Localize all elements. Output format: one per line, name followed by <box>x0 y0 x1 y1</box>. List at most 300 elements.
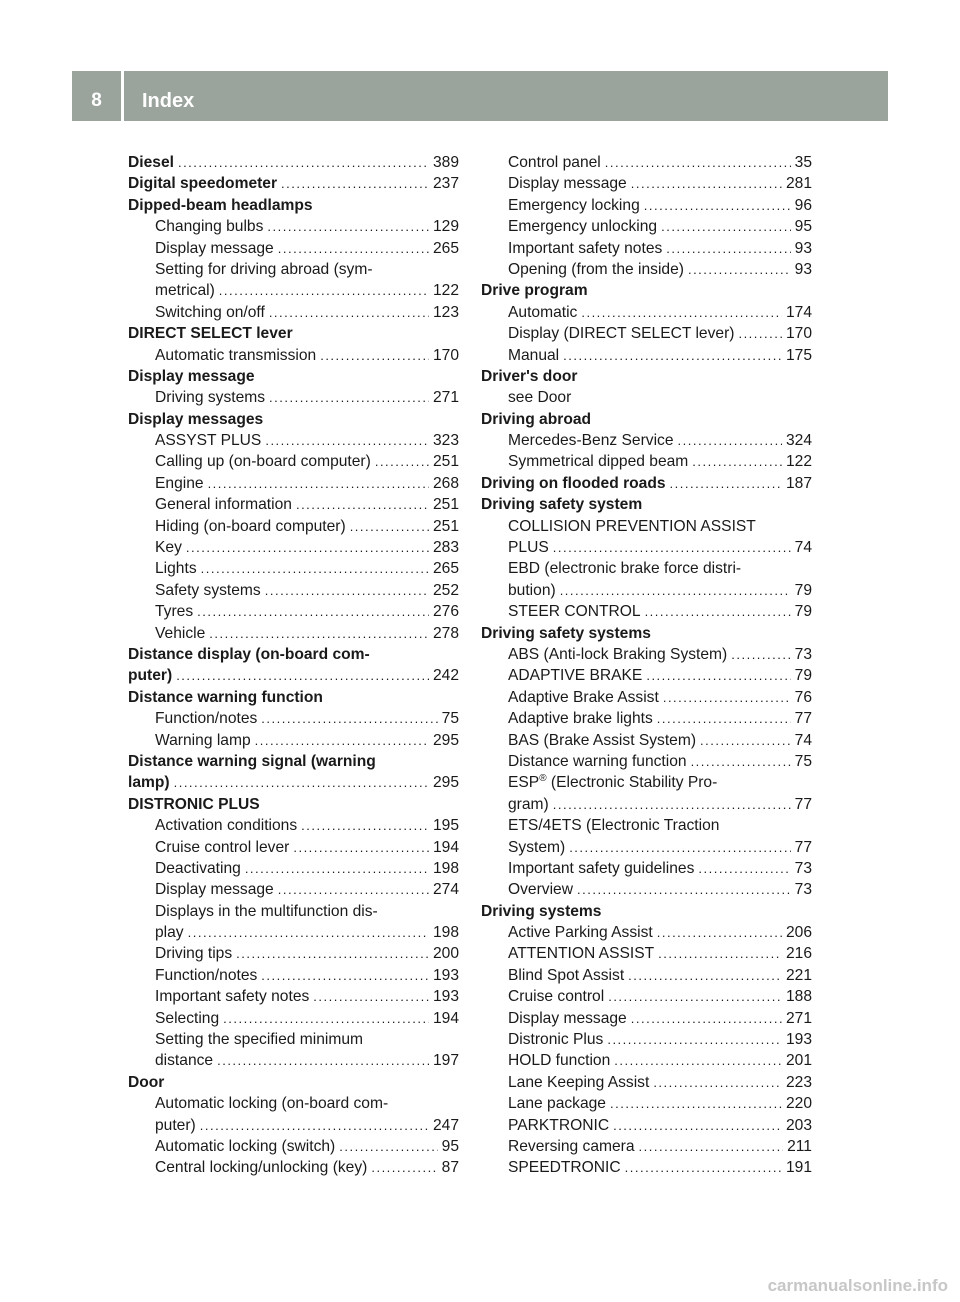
page-ref: 74 <box>794 539 812 557</box>
dot-leader <box>200 1115 429 1136</box>
index-subentry <box>128 387 459 408</box>
dot-leader <box>320 345 429 366</box>
page-ref: 122 <box>785 453 812 471</box>
page-ref: 223 <box>785 1073 812 1091</box>
page-ref: 278 <box>432 624 459 642</box>
entry-text: EBD (electronic brake force distri- <box>508 560 742 578</box>
page-ref: 74 <box>794 731 812 749</box>
dot-leader <box>371 1157 437 1178</box>
index-subentry <box>128 858 459 879</box>
index-subentry <box>128 1136 459 1157</box>
index-heading <box>481 280 812 301</box>
page-ref: 77 <box>794 838 812 856</box>
dot-leader <box>614 1050 782 1071</box>
index-subentry <box>481 173 812 194</box>
dot-leader <box>223 1008 429 1029</box>
dot-leader <box>201 558 429 579</box>
dot-leader <box>281 173 429 194</box>
index-subentry <box>481 516 812 537</box>
index-heading <box>128 195 459 216</box>
index-subentry <box>128 1029 459 1050</box>
dot-leader <box>698 858 790 879</box>
index-subentry <box>128 537 459 558</box>
index-subentry <box>128 302 459 323</box>
dot-leader <box>176 665 429 686</box>
index-heading <box>481 623 812 644</box>
dot-leader <box>631 173 782 194</box>
page-ref: 193 <box>432 988 459 1006</box>
page-ref: 201 <box>785 1052 812 1070</box>
page-ref: 76 <box>794 688 812 706</box>
entry-text: BAS (Brake Assist System) <box>508 731 697 749</box>
page-ref: 206 <box>785 924 812 942</box>
index-subentry <box>481 665 812 686</box>
entry-text: Central locking/unlocking (key) <box>155 1159 368 1177</box>
entry-text: DIRECT SELECT lever <box>128 325 293 343</box>
dot-leader <box>208 473 429 494</box>
page-ref: 197 <box>432 1052 459 1070</box>
page-ref: 195 <box>432 817 459 835</box>
page-ref: 198 <box>432 859 459 877</box>
entry-text: SPEEDTRONIC <box>508 1159 621 1177</box>
dot-leader <box>670 473 782 494</box>
index-heading <box>128 687 459 708</box>
entry-text: Emergency locking <box>508 196 640 214</box>
entry-text: Key <box>155 539 182 557</box>
page-ref: 93 <box>794 260 812 278</box>
entry-text: puter) <box>128 667 173 685</box>
index-subentry <box>481 580 812 601</box>
page-ref: 95 <box>794 218 812 236</box>
index-heading <box>481 494 812 515</box>
entry-text: Function/notes <box>155 966 258 984</box>
index-subentry <box>481 815 812 836</box>
dot-leader <box>217 1050 429 1071</box>
dot-leader <box>296 494 429 515</box>
index-subentry <box>128 708 459 729</box>
page-ref: 87 <box>441 1159 459 1177</box>
entry-text: puter) <box>155 1116 196 1134</box>
index-subentry <box>128 516 459 537</box>
dot-leader <box>269 387 429 408</box>
dot-leader <box>339 1136 437 1157</box>
dot-leader <box>174 772 429 793</box>
dot-leader <box>178 152 429 173</box>
index-subentry <box>481 751 812 772</box>
entry-text: ABS (Anti-lock Braking System) <box>508 645 728 663</box>
page-ref: 77 <box>794 795 812 813</box>
index-heading <box>481 473 812 494</box>
index-subentry <box>481 430 812 451</box>
page-ref: 281 <box>785 175 812 193</box>
index-heading <box>128 1072 459 1093</box>
index-subentry <box>128 473 459 494</box>
page-ref: 129 <box>432 218 459 236</box>
entry-text: ATTENTION ASSIST <box>508 945 655 963</box>
index-subentry <box>128 922 459 943</box>
dot-leader <box>658 943 782 964</box>
entry-text: Warning lamp <box>155 731 251 749</box>
watermark: carmanualsonline.info <box>767 1276 948 1295</box>
index-subentry <box>128 1093 459 1114</box>
entry-text: Manual <box>508 346 560 364</box>
index-subentry <box>128 216 459 237</box>
page-ref: 268 <box>432 474 459 492</box>
index-heading <box>128 173 459 194</box>
dot-leader <box>639 1136 784 1157</box>
entry-text: Automatic locking (on-board com- <box>155 1095 389 1113</box>
index-subentry <box>481 708 812 729</box>
dot-leader <box>209 623 429 644</box>
page-ref: 191 <box>785 1159 812 1177</box>
page-ref: 295 <box>432 731 459 749</box>
index-subentry <box>128 730 459 751</box>
index-subentry <box>481 601 812 622</box>
section-title: Index <box>142 90 195 112</box>
index-subentry <box>481 302 812 323</box>
index-heading <box>128 644 459 665</box>
entry-text: Driving on flooded roads <box>481 474 666 492</box>
entry-text: ASSYST PLUS <box>155 432 262 450</box>
index-subentry <box>128 238 459 259</box>
index-subentry <box>481 794 812 815</box>
page-ref: 252 <box>432 581 459 599</box>
page-ref: 93 <box>794 239 812 257</box>
entry-text: Drive program <box>481 282 588 300</box>
entry-text: Lane Keeping Assist <box>508 1073 650 1091</box>
page-ref: 170 <box>432 346 459 364</box>
page-ref: 242 <box>432 667 459 685</box>
page-ref: 251 <box>432 517 459 535</box>
entry-text: Distance warning function <box>128 688 323 706</box>
entry-text: Display message <box>508 175 627 193</box>
entry-text: ADAPTIVE BRAKE <box>508 667 643 685</box>
index-subentry <box>481 1157 812 1178</box>
entry-text: Displays in the multifunction dis- <box>155 902 378 920</box>
entry-text: Adaptive brake lights <box>508 710 653 728</box>
index-subentry <box>481 965 812 986</box>
page-ref: 79 <box>794 603 812 621</box>
index-subentry <box>128 345 459 366</box>
page-ref: 323 <box>432 432 459 450</box>
entry-text: Engine <box>155 474 204 492</box>
entry-text: Deactivating <box>155 859 241 877</box>
entry-text: Lane package <box>508 1095 606 1113</box>
index-subentry <box>481 387 812 408</box>
entry-text: Opening (from the inside) <box>508 260 684 278</box>
entry-text: Driver's door <box>481 367 578 385</box>
index-subentry <box>481 152 812 173</box>
dot-leader <box>646 665 790 686</box>
page-ref: 193 <box>432 966 459 984</box>
dot-leader <box>197 601 429 622</box>
entry-text: Switching on/off <box>155 303 265 321</box>
index-subentry <box>481 1115 812 1136</box>
entry-text: Cruise control lever <box>155 838 290 856</box>
dot-leader <box>219 280 429 301</box>
index-heading <box>481 366 812 387</box>
dot-leader <box>265 430 429 451</box>
page-ref: 283 <box>432 539 459 557</box>
dot-leader <box>625 1157 782 1178</box>
index-subentry <box>128 259 459 280</box>
dot-leader <box>278 238 429 259</box>
dot-leader <box>678 430 782 451</box>
entry-text: Activation conditions <box>155 817 298 835</box>
index-subentry <box>128 558 459 579</box>
page-ref: 122 <box>432 282 459 300</box>
index-subentry <box>128 1157 459 1178</box>
index-subentry <box>481 644 812 665</box>
entry-text: Door <box>128 1073 165 1091</box>
page-ref: 194 <box>432 838 459 856</box>
page-header <box>72 71 888 121</box>
dot-leader <box>628 965 782 986</box>
page-ref: 96 <box>794 196 812 214</box>
page-number: 8 <box>72 71 124 121</box>
index-column-right <box>481 152 812 1179</box>
index-subentry <box>128 901 459 922</box>
dot-leader <box>563 345 782 366</box>
page-ref: 73 <box>794 859 812 877</box>
entry-text: Automatic transmission <box>155 346 317 364</box>
entry-text: Driving abroad <box>481 410 592 428</box>
dot-leader <box>245 858 429 879</box>
entry-text: Mercedes-Benz Service <box>508 432 674 450</box>
index-subentry <box>128 965 459 986</box>
index-heading <box>128 772 459 793</box>
page-ref: 194 <box>432 1009 459 1027</box>
index-subentry <box>128 815 459 836</box>
dot-leader <box>267 216 429 237</box>
index-subentry <box>128 580 459 601</box>
index-heading <box>128 152 459 173</box>
entry-text: Display message <box>155 239 274 257</box>
dot-leader <box>261 708 437 729</box>
page-ref: 73 <box>794 881 812 899</box>
index-subentry <box>481 537 812 558</box>
dot-leader <box>569 837 790 858</box>
entry-text: Display messages <box>128 410 264 428</box>
entry-text: STEER CONTROL <box>508 603 641 621</box>
dot-leader <box>293 837 429 858</box>
page-ref: 35 <box>794 154 812 171</box>
page-ref: 198 <box>432 924 459 942</box>
entry-text: Driving tips <box>155 945 233 963</box>
entry-text: ETS/4ETS (Electronic Traction <box>508 817 720 835</box>
page-ref: 193 <box>785 1031 812 1049</box>
dot-leader <box>261 965 429 986</box>
entry-text: Display message <box>508 1009 627 1027</box>
entry-text: Driving safety system <box>481 496 643 514</box>
page-ref: 73 <box>794 645 812 663</box>
index-subentry <box>128 1050 459 1071</box>
page-ref: 174 <box>785 303 812 321</box>
entry-text: Driving safety systems <box>481 624 651 642</box>
page-ref: 265 <box>432 239 459 257</box>
entry-text: Important safety guidelines <box>508 859 695 877</box>
dot-leader <box>666 238 790 259</box>
page-ref: 251 <box>432 453 459 471</box>
index-subentry <box>481 986 812 1007</box>
entry-text: play <box>155 924 184 942</box>
index-heading <box>128 751 459 772</box>
entry-text: DISTRONIC PLUS <box>128 795 260 813</box>
dot-leader <box>607 1029 782 1050</box>
index-subentry <box>481 216 812 237</box>
page-ref: 75 <box>441 710 459 728</box>
dot-leader <box>577 879 791 900</box>
page-ref: 77 <box>794 710 812 728</box>
entry-text: System) <box>508 838 566 856</box>
entry-text: lamp) <box>128 774 170 792</box>
entry-text: ESP® (Electronic Stability Pro- <box>508 773 718 792</box>
entry-text: Distance display (on-board com- <box>128 645 370 663</box>
entry-text: Important safety notes <box>508 239 663 257</box>
entry-text: Blind Spot Assist <box>508 966 625 984</box>
index-subentry <box>481 943 812 964</box>
entry-text: Distance warning signal (warning <box>128 752 376 770</box>
dot-leader <box>375 451 429 472</box>
index-subentry <box>481 772 812 793</box>
page-ref: 175 <box>785 346 812 364</box>
entry-text: Distronic Plus <box>508 1031 604 1049</box>
index-heading <box>128 794 459 815</box>
index-subentry <box>481 858 812 879</box>
entry-text: Display message <box>155 881 274 899</box>
page-ref: 237 <box>432 175 459 193</box>
dot-leader <box>661 216 791 237</box>
entry-text: Important safety notes <box>155 988 310 1006</box>
dot-leader <box>691 751 791 772</box>
page-ref: 324 <box>785 432 812 450</box>
page-ref: 95 <box>441 1137 459 1155</box>
entry-text: Reversing camera <box>508 1137 635 1155</box>
entry-text: Vehicle <box>155 624 206 642</box>
index-subentry <box>481 238 812 259</box>
entry-text: bution) <box>508 581 556 599</box>
dot-leader <box>560 580 791 601</box>
page-ref: 79 <box>794 581 812 599</box>
page-ref: 79 <box>794 667 812 685</box>
entry-text: Distance warning function <box>508 752 687 770</box>
index-heading <box>128 323 459 344</box>
index-subentry <box>128 879 459 900</box>
page-ref: 276 <box>432 603 459 621</box>
dot-leader <box>663 687 791 708</box>
entry-text: Digital speedometer <box>128 175 278 193</box>
index-subentry <box>481 922 812 943</box>
dot-leader <box>581 302 782 323</box>
entry-text: gram) <box>508 795 549 813</box>
entry-text: Display message <box>128 367 255 385</box>
index-subentry <box>481 1050 812 1071</box>
entry-text: Display (DIRECT SELECT lever) <box>508 325 735 343</box>
dot-leader <box>553 794 791 815</box>
dot-leader <box>610 1093 782 1114</box>
index-subentry <box>481 1136 812 1157</box>
dot-leader <box>653 1072 782 1093</box>
entry-text: PLUS <box>508 539 549 557</box>
page-ref: 271 <box>432 389 459 407</box>
page-ref: 187 <box>785 474 812 492</box>
page-ref: 295 <box>432 774 459 792</box>
index-subentry <box>128 943 459 964</box>
dot-leader <box>613 1115 782 1136</box>
dot-leader <box>269 302 429 323</box>
index-subentry <box>481 879 812 900</box>
page-ref: 220 <box>785 1095 812 1113</box>
page-ref: 216 <box>785 945 812 963</box>
page-ref: 221 <box>785 966 812 984</box>
page-ref: 75 <box>794 752 812 770</box>
dot-leader <box>350 516 429 537</box>
dot-leader <box>186 537 429 558</box>
page-ref: 251 <box>432 496 459 514</box>
entry-text: Driving systems <box>481 902 602 920</box>
page-ref: 265 <box>432 560 459 578</box>
entry-text: Cruise control <box>508 988 605 1006</box>
dot-leader <box>692 451 782 472</box>
dot-leader <box>700 730 791 751</box>
entry-text: Dipped-beam headlamps <box>128 196 313 214</box>
index-heading <box>481 901 812 922</box>
entry-text: Lights <box>155 560 197 578</box>
entry-text: Calling up (on-board computer) <box>155 453 371 471</box>
entry-text: metrical) <box>155 282 215 300</box>
index-subentry <box>128 601 459 622</box>
index-subentry <box>128 1008 459 1029</box>
index-subentry <box>128 494 459 515</box>
index-subentry <box>481 451 812 472</box>
index-subentry <box>481 558 812 579</box>
page-ref: 170 <box>785 325 812 343</box>
index-heading <box>481 409 812 430</box>
index-subentry <box>128 280 459 301</box>
entry-text: Automatic locking (switch) <box>155 1137 336 1155</box>
dot-leader <box>553 537 791 558</box>
dot-leader <box>255 730 429 751</box>
index-subentry <box>481 259 812 280</box>
index-subentry <box>128 451 459 472</box>
entry-text: Setting the specified minimum <box>155 1031 364 1049</box>
index-subentry <box>128 986 459 1007</box>
entry-text: Tyres <box>155 603 194 621</box>
dot-leader <box>731 644 790 665</box>
entry-text: Hiding (on-board computer) <box>155 517 346 535</box>
dot-leader <box>645 601 791 622</box>
page-ref: 389 <box>432 154 459 171</box>
entry-text: Driving systems <box>155 389 266 407</box>
entry-text: HOLD function <box>508 1052 611 1070</box>
entry-text: Overview <box>508 881 573 899</box>
index-column-left <box>128 152 459 1179</box>
page-ref: 211 <box>787 1137 812 1155</box>
page-ref: 271 <box>785 1009 812 1027</box>
index-subentry <box>481 323 812 344</box>
dot-leader <box>188 922 429 943</box>
dot-leader <box>236 943 429 964</box>
entry-text: COLLISION PREVENTION ASSIST <box>508 517 756 535</box>
index-heading <box>128 409 459 430</box>
entry-text: PARKTRONIC <box>508 1116 610 1134</box>
index-subentry <box>481 195 812 216</box>
dot-leader <box>605 152 791 173</box>
dot-leader <box>631 1008 782 1029</box>
dot-leader <box>688 259 791 280</box>
entry-text: Safety systems <box>155 581 261 599</box>
entry-text: Active Parking Assist <box>508 924 653 942</box>
